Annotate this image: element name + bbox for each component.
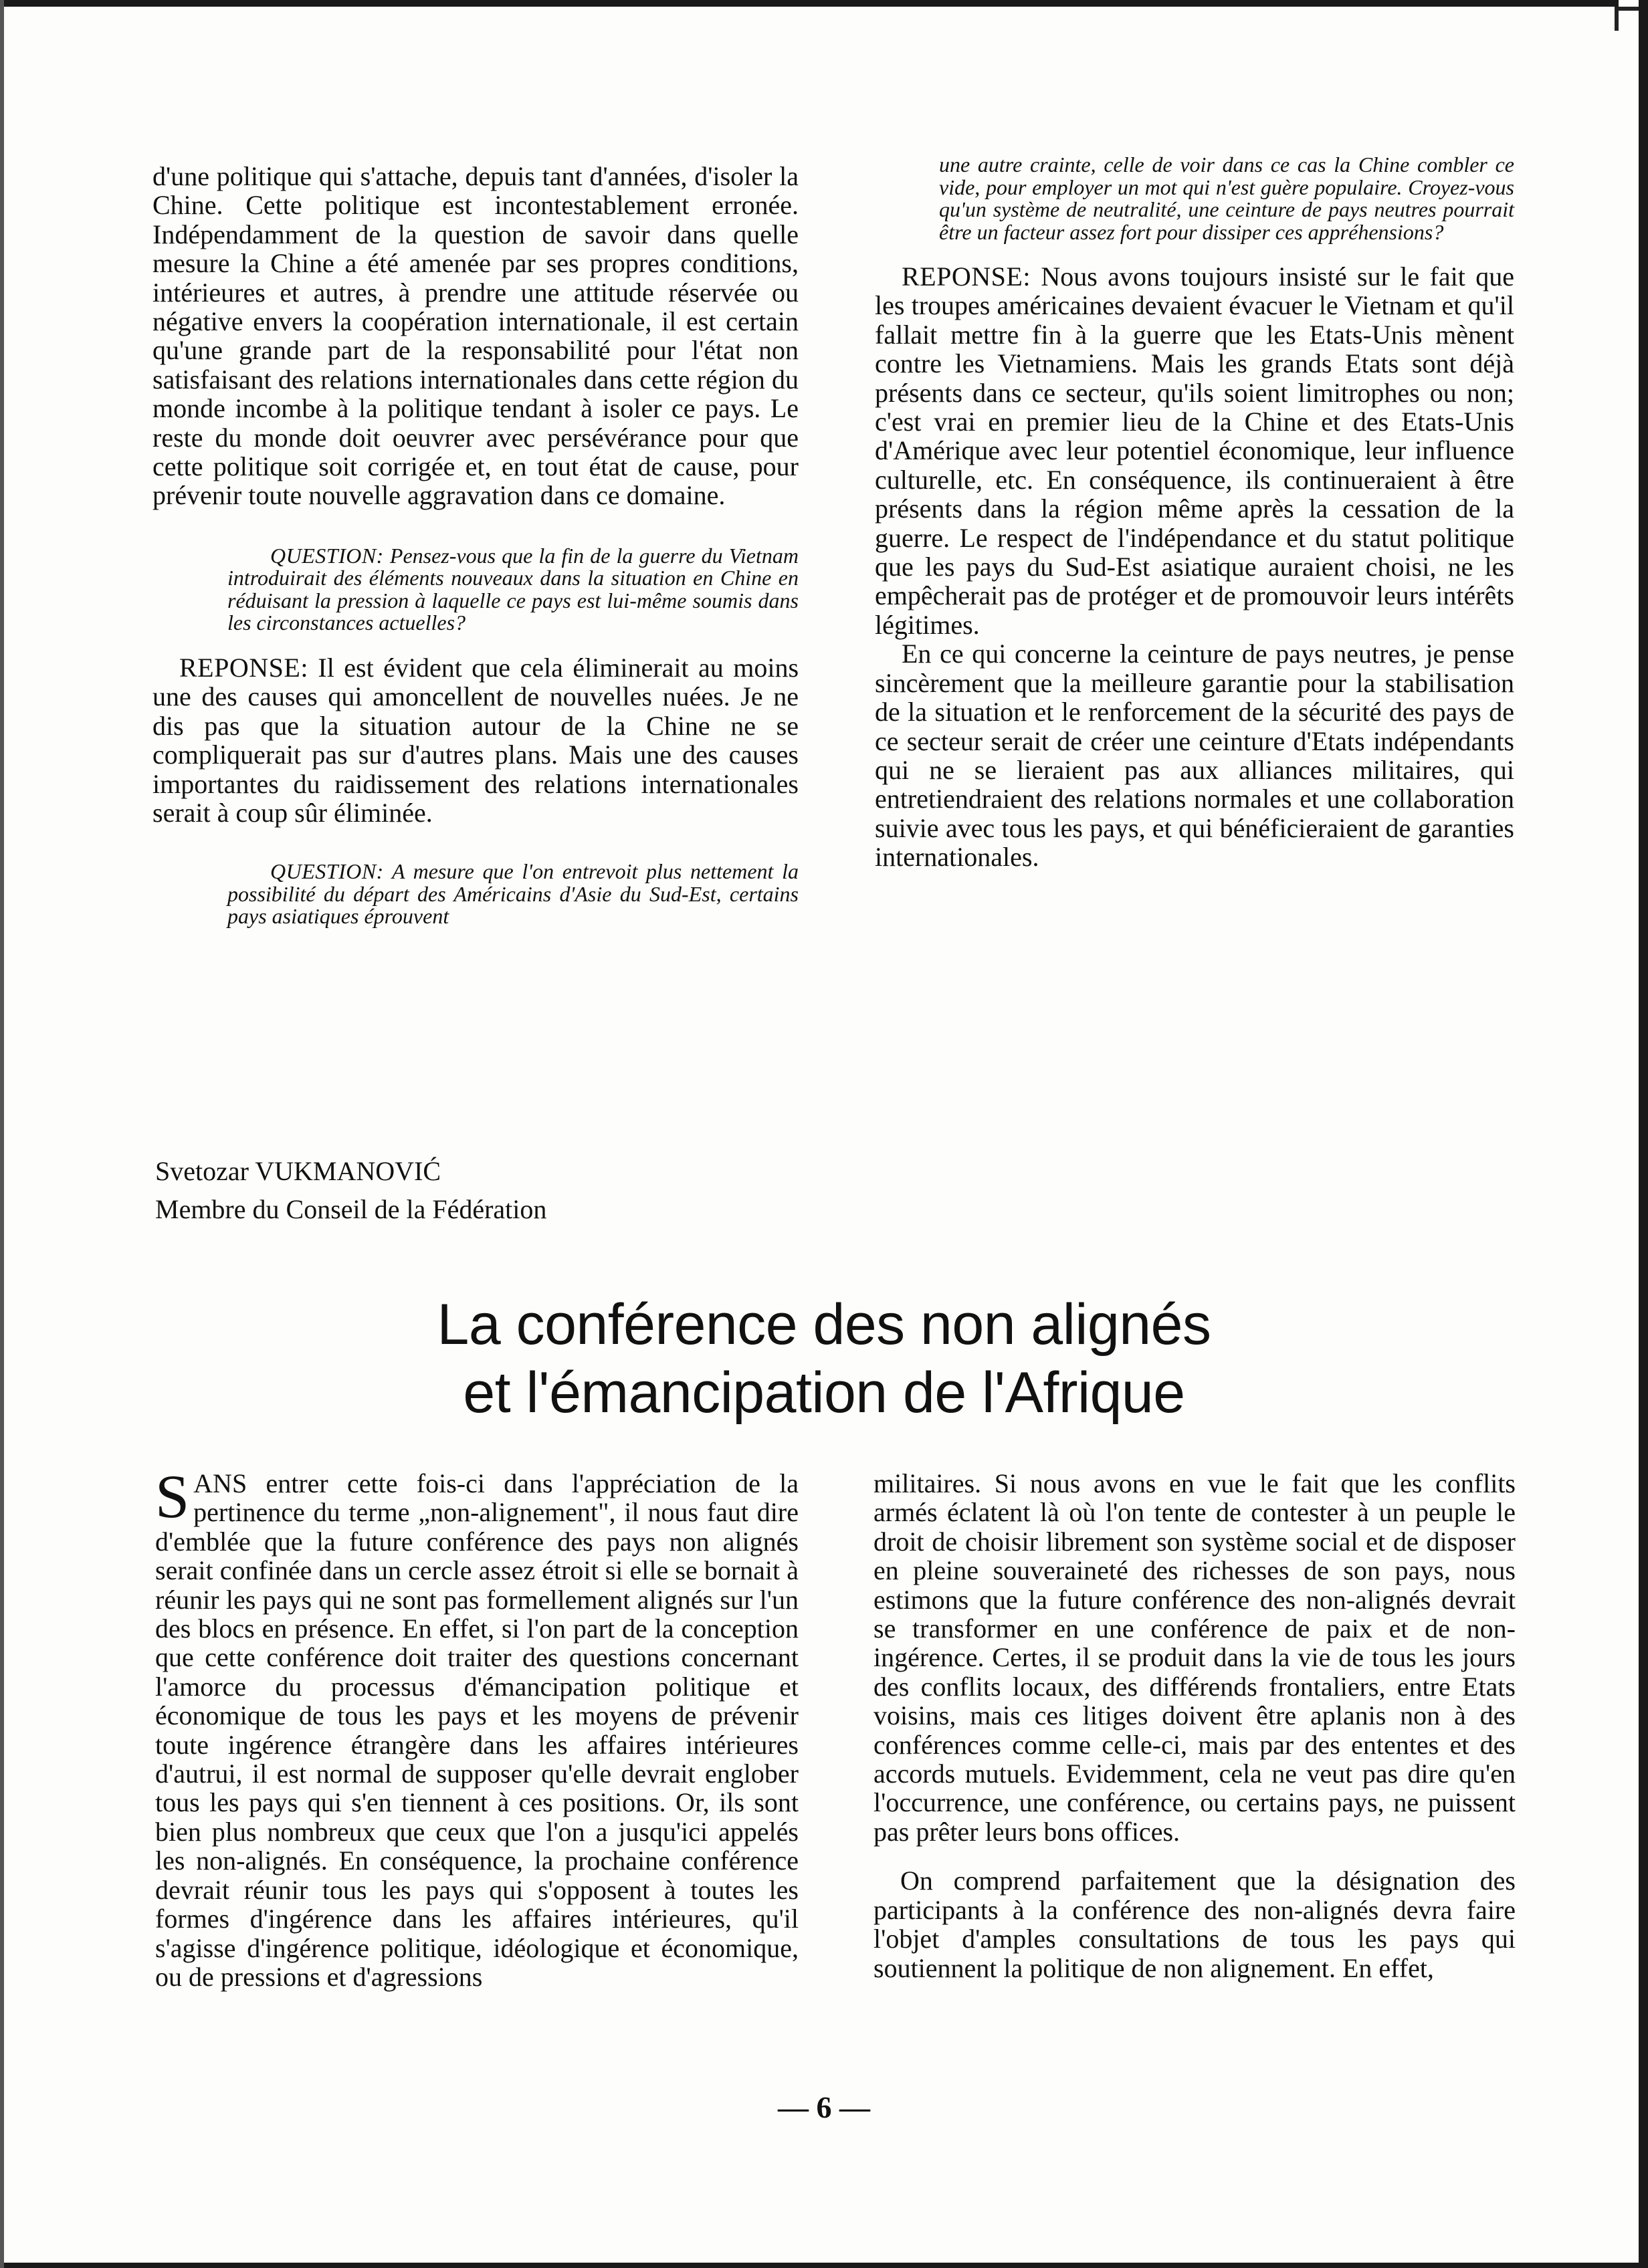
scan-border-bottom xyxy=(0,2263,1648,2268)
interview-answer xyxy=(152,653,799,827)
drop-cap: S xyxy=(155,1462,190,1530)
answer-label: REPONSE: xyxy=(179,652,308,683)
article-title-line-2: et l'émancipation de l'Afrique xyxy=(463,1361,1185,1425)
article-title-line-1: La conférence des non alignés xyxy=(437,1292,1211,1357)
article-paragraph: militaires. Si nous avons en vue le fait que les conflits armés éclatent là où l'on tente de contester à un peuple le droit de choisir librement son système social et de disposer en pleine souveraineté des richesses de son pays, nous estimons que la future conférence des non-alignés devrait se transformer en une conférence de paix et de non-ingérence. Certes, il se produit dans la vie de tous les jours des conflits locaux, des différends frontaliers, entre Etats voisins, mais ces litiges doivent être aplanis non à des conférences comme celle-ci, mais par des ententes et des accords mutuels. Evidemment, cela ne veut pas dire qu'en l'occurrence, une conférence, ou certains pays, ne puissent pas prêter leurs bons offices. xyxy=(873,1468,1516,1847)
scan-border-right xyxy=(1639,0,1648,2268)
answer-text: Nous avons toujours insisté sur le fait que les troupes américaines devaient évacuer le Vietnam et qu'il fallait mettre fin à la guerre que les Etats-Unis mènent contre les Vietnamiens. Mais les grands Etats sont déjà présents dans ce secteur, qu'ils soient limitrophes ou non; c'est vrai en premier lieu de la Chine et des Etats-Unis d'Amérique avec leur potentiel économique, leur influence culturelle, etc. En conséquence, ils continueraient à être présents dans la région même après la cessation de la guerre. Le respect de l'indépendance et du statut politique que les pays du Sud-Est asiatique auraient choisi, ne les empêcherait pas de protéger et de promouvoir leurs intérêts légitimes. xyxy=(875,261,1515,640)
article-column-left xyxy=(155,1462,799,1992)
interview-paragraph: En ce qui concerne la ceinture de pays neutres, je pense sincèrement que la meilleure garantie pour la stabilisation de la situation et le renforcement de la sécurité des pays de ce secteur serait de créer une ceinture d'Etats indépendants qui ne se lieraient pas aux alliances militaires, qui entretiendraient des relations normales et une collaboration suivie avec tous les pays, et qui bénéficieraient de garanties internationales. xyxy=(875,639,1514,873)
interview-question xyxy=(152,861,799,928)
question-label: QUESTION: xyxy=(270,859,384,884)
author-role: Membre du Conseil de la Fédération xyxy=(155,1194,547,1224)
interview-column-left xyxy=(152,162,799,928)
interview-question xyxy=(152,545,799,635)
article-paragraph-text: ANS entrer cette fois-ci dans l'appréciation de la pertinence du terme „non-alignement", il nous faut dire d'emblée que la future conférence des pays non alignés serait confinée dans un cercle assez étroit si elle se bornait à réunir les pays qui ne sont pas formellement alignés sur l'un des blocs en présence. En effet, si l'on part de la conception que cette conférence doit traiter des questions concernant l'amorce du processus d'émancipation politique et économique de tous les pays et les moyens de prévenir toute ingérence étrangère dans les affaires intérieures d'autrui, il est normal de supposer qu'elle devrait englober tous les pays qui s'en tiennent à ces positions. Or, ils sont bien plus nombreux que ceux que l'on a jusqu'ici appelés les non-alignés. En conséquence, la prochaine conférence devrait réunir tous les pays qui s'opposent à toutes les formes d'ingérence dans les affaires intérieures, qu'il s'agisse d'ingérence politique, idéologique et économique, ou de pressions et d'agressions xyxy=(155,1468,799,1992)
answer-label: REPONSE: xyxy=(902,261,1031,292)
article-column-right xyxy=(873,1469,1516,1982)
question-label: QUESTION: xyxy=(270,543,384,568)
article-paragraph: On comprend parfaitement que la désignation des participants à la conférence des non-alignés devra faire l'objet d'amples consultations de tous les pays qui soutiennent la politique de non alignement. En effet, xyxy=(873,1865,1516,1983)
page-number: — 6 — xyxy=(778,2090,870,2124)
interview-paragraph: d'une politique qui s'attache, depuis tant d'années, d'isoler la Chine. Cette politique est incontestablement erronée. Indépendamment de la question de savoir dans quelle mesure la Chine a été amenée par ses propres conditions, intérieures et autres, à prendre une attitude réservée ou négative envers la coopération internationale, il est certain qu'une grande part de la responsabilité pour l'état non satisfaisant des relations internationales dans cette région du monde incombe à la politique tendant à isoler ce pays. Le reste du monde doit oeuvrer avec persévérance pour que cette politique soit corrigée et, en tout état de cause, pour prévenir toute nouvelle aggravation dans ce domaine. xyxy=(152,161,799,511)
article-author xyxy=(155,1152,546,1228)
article-paragraph xyxy=(155,1462,799,1992)
article-title xyxy=(0,1290,1648,1427)
scan-border-top xyxy=(0,0,1619,7)
question-text: A mesure que l'on entrevoit plus nettement la possibilité du départ des Américains d'Asie du Sud-Est, certains pays asiatiques éprouvent xyxy=(227,859,799,929)
question-text: Pensez-vous que la fin de la guerre du Vietnam introduirait des éléments nouveaux dans la situation en Chine en réduisant la pression à laquelle ce pays est lui-même soumis dans les circonstances actuelles? xyxy=(227,543,799,635)
scan-border-left xyxy=(0,0,4,2268)
corner-crop-mark xyxy=(1615,7,1639,31)
answer-text: Il est évident que cela éliminerait au moins une des causes qui amoncellent de nouvelles nuées. Je ne dis pas que la situation autour de la Chine ne se compliquerait pas sur d'autres plans. Mais une des causes importantes du raidissement des relations internationales serait à coup sûr éliminée. xyxy=(152,652,799,828)
question-continuation: une autre crainte, celle de voir dans ce cas la Chine combler ce vide, pour employer un mot qui n'est guère populaire. Croyez-vous qu'un système de neutralité, une ceinture de pays neutres pourrait être un facteur assez fort pour dissiper ces appréhensions? xyxy=(939,152,1514,244)
interview-answer xyxy=(875,262,1514,639)
interview-column-right xyxy=(875,154,1514,872)
author-name: Svetozar VUKMANOVIĆ xyxy=(155,1156,441,1186)
